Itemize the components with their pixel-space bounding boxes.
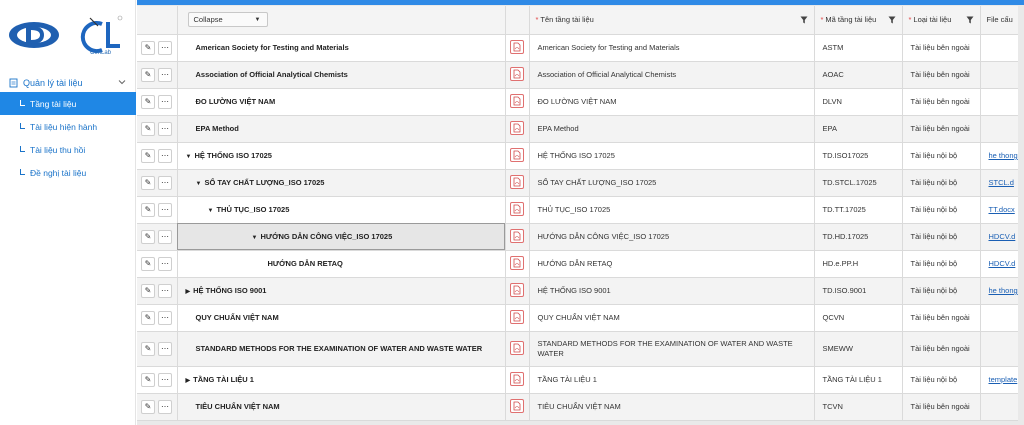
chevron-down-icon (118, 78, 126, 86)
tree-node-cell[interactable] (177, 115, 505, 142)
pdf-file-icon[interactable] (510, 229, 524, 243)
edit-icon[interactable]: ✎ (141, 342, 155, 356)
table-body (137, 34, 1024, 420)
tree-node-label: ĐO LƯỜNG VIỆT NAM (195, 97, 276, 106)
vertical-scrollbar[interactable] (1018, 6, 1024, 425)
edit-icon[interactable]: ✎ (141, 149, 155, 163)
more-icon[interactable]: ⋯ (158, 41, 172, 55)
cell-ma-tang: ASTM (814, 34, 902, 61)
pdf-file-icon[interactable] (510, 283, 524, 297)
table-row[interactable] (137, 196, 1024, 223)
more-icon[interactable]: ⋯ (158, 373, 172, 387)
table-row[interactable] (137, 88, 1024, 115)
cell-file-link[interactable]: STCL.d (980, 169, 1024, 196)
tree-branch-icon (20, 146, 25, 152)
pdf-file-icon[interactable] (510, 67, 524, 81)
pdf-file-icon[interactable] (510, 399, 524, 413)
tree-node-cell[interactable] (177, 169, 505, 196)
company-logo (8, 20, 60, 50)
edit-icon[interactable]: ✎ (141, 373, 155, 387)
more-icon[interactable]: ⋯ (158, 149, 172, 163)
pdf-file-icon[interactable] (510, 94, 524, 108)
more-icon[interactable]: ⋯ (158, 122, 172, 136)
cell-loai-tai-lieu: Tài liệu nội bộ (902, 277, 980, 304)
cell-ten-tang: THỦ TỤC_ISO 17025 (529, 196, 814, 223)
cell-ma-tang: TD.TT.17025 (814, 196, 902, 223)
expand-down-icon[interactable]: ▼ (185, 154, 192, 160)
tree-node-cell[interactable] (177, 393, 505, 420)
row-actions (137, 142, 177, 169)
pdf-cell (505, 277, 529, 304)
cell-ten-tang: STANDARD METHODS FOR THE EXAMINATION OF WATER AND WASTE WATER (529, 331, 814, 366)
actions-header (137, 6, 177, 34)
table-row[interactable] (137, 304, 1024, 331)
expand-right-icon[interactable]: ▶ (185, 289, 191, 295)
cell-ten-tang: TIÊU CHUẨN VIỆT NAM (529, 393, 814, 420)
cell-loai-tai-lieu: Tài liệu nội bộ (902, 169, 980, 196)
tree-node-cell[interactable] (177, 366, 505, 393)
expand-down-icon[interactable]: ▼ (195, 181, 202, 187)
tree-node-label: TIÊU CHUẨN VIỆT NAM (195, 402, 280, 411)
cell-ma-tang: EPA (814, 115, 902, 142)
cell-ten-tang: TẦNG TÀI LIỆU 1 (529, 366, 814, 393)
cell-loai-tai-lieu: Tài liệu nội bộ (902, 142, 980, 169)
tree-node-cell[interactable] (177, 223, 505, 250)
tree-node-label: QUY CHUẨN VIỆT NAM (195, 313, 279, 322)
table-row[interactable] (137, 331, 1024, 366)
cell-ten-tang: HƯỚNG DẪN CÔNG VIỆC_ISO 17025 (529, 223, 814, 250)
row-actions (137, 196, 177, 223)
cell-ten-tang: HỆ THỐNG ISO 17025 (529, 142, 814, 169)
column-header-loai[interactable] (902, 6, 980, 34)
tree-node-cell[interactable] (177, 196, 505, 223)
collapse-dropdown-value: Collapse (193, 15, 223, 25)
column-header-ten-label: Tên tầng tài liệu (540, 15, 594, 25)
logo-text: CenLab (90, 50, 112, 56)
cell-ten-tang: ĐO LƯỜNG VIỆT NAM (529, 88, 814, 115)
logo-area (0, 0, 135, 64)
table-row[interactable] (137, 277, 1024, 304)
tree-node-cell[interactable] (177, 277, 505, 304)
top-accent-bar (137, 0, 1024, 5)
cell-loai-tai-lieu: Tài liệu bên ngoài (902, 34, 980, 61)
edit-icon[interactable]: ✎ (141, 311, 155, 325)
tree-node-cell[interactable] (177, 304, 505, 331)
cell-ma-tang: TD.STCL.17025 (814, 169, 902, 196)
pdf-cell (505, 34, 529, 61)
sidebar-item-tai-lieu-thu-hoi[interactable] (0, 138, 136, 161)
sidebar-item-de-nghi-tai-lieu[interactable] (0, 161, 136, 184)
edit-icon[interactable]: ✎ (141, 176, 155, 190)
row-actions (137, 393, 177, 420)
table-row[interactable] (137, 142, 1024, 169)
sidebar-item-label: Tài liệu hiện hành (30, 121, 98, 132)
row-actions (137, 331, 177, 366)
pdf-file-icon[interactable] (510, 372, 524, 386)
sidebar-item-label: Tài liệu thu hồi (30, 144, 86, 155)
tree-branch-icon (20, 100, 25, 106)
pdf-cell (505, 223, 529, 250)
edit-icon[interactable]: ✎ (141, 230, 155, 244)
cell-ma-tang: DLVN (814, 88, 902, 115)
cell-ma-tang: QCVN (814, 304, 902, 331)
cell-loai-tai-lieu: Tài liệu nội bộ (902, 223, 980, 250)
main-content (137, 0, 1024, 425)
tree-node-cell[interactable] (177, 34, 505, 61)
tree-node-cell[interactable] (177, 250, 505, 277)
column-header-ma-label: Mã tầng tài liệu (825, 15, 877, 25)
collapse-dropdown[interactable] (188, 12, 268, 27)
cell-file-link[interactable]: he thong (980, 142, 1024, 169)
table-row[interactable] (137, 61, 1024, 88)
pdf-cell (505, 366, 529, 393)
cell-file-link[interactable]: HDCV.d (980, 250, 1024, 277)
cell-loai-tai-lieu: Tài liệu bên ngoài (902, 331, 980, 366)
required-marker: * (535, 15, 539, 25)
pdf-header (505, 6, 529, 34)
edit-icon[interactable]: ✎ (141, 41, 155, 55)
edit-icon[interactable]: ✎ (141, 284, 155, 298)
pdf-cell (505, 393, 529, 420)
column-header-file-label: File cấu (986, 15, 1013, 25)
row-actions (137, 250, 177, 277)
cell-ma-tang: TD.ISO.9001 (814, 277, 902, 304)
expand-down-icon[interactable]: ▼ (207, 208, 214, 214)
more-icon[interactable]: ⋯ (158, 311, 172, 325)
tree-node-label: EPA Method (195, 124, 239, 133)
cell-loai-tai-lieu: Tài liệu nội bộ (902, 366, 980, 393)
pdf-cell (505, 169, 529, 196)
edit-icon[interactable]: ✎ (141, 203, 155, 217)
more-icon[interactable]: ⋯ (158, 230, 172, 244)
more-icon[interactable]: ⋯ (158, 95, 172, 109)
more-icon[interactable]: ⋯ (158, 68, 172, 82)
more-icon[interactable]: ⋯ (158, 203, 172, 217)
sidebar (0, 0, 136, 425)
column-header-ma[interactable] (814, 6, 902, 34)
sidebar-item-tai-lieu-hien-hanh[interactable] (0, 115, 136, 138)
cell-ten-tang: American Society for Testing and Materials (529, 34, 814, 61)
edit-icon[interactable]: ✎ (141, 95, 155, 109)
row-actions (137, 88, 177, 115)
pdf-file-icon[interactable] (510, 40, 524, 54)
cell-ten-tang: QUY CHUẨN VIỆT NAM (529, 304, 814, 331)
column-header-ten[interactable] (529, 6, 814, 34)
document-tree-table (137, 6, 1024, 421)
edit-icon[interactable]: ✎ (141, 257, 155, 271)
tree-node-label: HƯỚNG DẪN CÔNG VIỆC_ISO 17025 (260, 232, 393, 241)
cell-ma-tang: HD.e.PP.H (814, 250, 902, 277)
cell-file-link[interactable]: template (980, 366, 1024, 393)
pdf-file-icon[interactable] (510, 202, 524, 216)
cell-file-link[interactable]: TT.docx (980, 196, 1024, 223)
table-row[interactable] (137, 250, 1024, 277)
filter-icon[interactable] (800, 16, 808, 24)
cell-ten-tang: Association of Official Analytical Chemists (529, 61, 814, 88)
cell-ten-tang: HƯỚNG DẪN RETAQ (529, 250, 814, 277)
tree-node-label: THỦ TỤC_ISO 17025 (216, 205, 290, 214)
sidebar-item-tang-tai-lieu[interactable] (0, 92, 136, 115)
tree-branch-icon (20, 169, 25, 175)
cell-ma-tang: SMEWW (814, 331, 902, 366)
more-icon[interactable]: ⋯ (158, 257, 172, 271)
nav-group-document-management (0, 74, 136, 184)
pdf-cell (505, 142, 529, 169)
caret-down-icon: ▼ (254, 17, 261, 24)
document-icon (9, 78, 19, 88)
more-icon[interactable]: ⋯ (158, 342, 172, 356)
nav-group-label: Quản lý tài liệu (23, 78, 83, 88)
tree-node-label: American Society for Testing and Materials (195, 43, 349, 52)
pdf-file-icon[interactable] (510, 121, 524, 135)
more-icon[interactable]: ⋯ (158, 284, 172, 298)
column-header-loai-label: Loại tài liệu (913, 15, 952, 25)
cell-loai-tai-lieu: Tài liệu bên ngoài (902, 88, 980, 115)
pdf-cell (505, 250, 529, 277)
sidebar-item-label: Tầng tài liệu (30, 98, 77, 109)
cell-loai-tai-lieu: Tài liệu bên ngoài (902, 393, 980, 420)
row-actions (137, 115, 177, 142)
row-actions (137, 304, 177, 331)
tree-node-cell[interactable] (177, 331, 505, 366)
sidebar-item-label: Đề nghị tài liệu (30, 167, 87, 178)
expand-right-icon[interactable]: ▶ (185, 378, 191, 384)
row-actions (137, 277, 177, 304)
cell-loai-tai-lieu: Tài liệu nội bộ (902, 196, 980, 223)
pdf-cell (505, 196, 529, 223)
expand-down-icon[interactable]: ▼ (251, 235, 258, 241)
row-actions (137, 61, 177, 88)
pdf-cell (505, 88, 529, 115)
tree-node-label: HƯỚNG DẪN RETAQ (267, 259, 343, 268)
required-marker: * (820, 15, 824, 25)
cell-ma-tang: TD.ISO17025 (814, 142, 902, 169)
tree-branch-icon (20, 123, 25, 129)
pdf-file-icon[interactable] (510, 310, 524, 324)
cell-ten-tang: EPA Method (529, 115, 814, 142)
tree-node-label: STANDARD METHODS FOR THE EXAMINATION OF WATER AND WASTE WATER (195, 344, 483, 353)
table-row[interactable] (137, 223, 1024, 250)
edit-icon[interactable]: ✎ (141, 400, 155, 414)
pdf-cell (505, 115, 529, 142)
pdf-file-icon[interactable] (510, 341, 524, 355)
pdf-cell (505, 331, 529, 366)
row-actions (137, 223, 177, 250)
tree-node-label: TẦNG TÀI LIỆU 1 (193, 375, 254, 384)
row-actions (137, 169, 177, 196)
tree-node-cell[interactable] (177, 88, 505, 115)
edit-icon[interactable]: ✎ (141, 122, 155, 136)
cell-ten-tang: SỔ TAY CHẤT LƯỢNG_ISO 17025 (529, 169, 814, 196)
tree-node-label: HỆ THỐNG ISO 17025 (194, 151, 272, 160)
cell-loai-tai-lieu: Tài liệu nội bộ (902, 250, 980, 277)
collapse-header (177, 6, 505, 34)
pdf-file-icon[interactable] (510, 175, 524, 189)
cell-file-link[interactable]: he thong (980, 277, 1024, 304)
tree-node-cell[interactable] (177, 61, 505, 88)
table-row[interactable] (137, 169, 1024, 196)
pdf-cell (505, 304, 529, 331)
table-row[interactable] (137, 393, 1024, 420)
cell-ma-tang: TD.HD.17025 (814, 223, 902, 250)
pdf-file-icon[interactable] (510, 256, 524, 270)
cell-ma-tang: TCVN (814, 393, 902, 420)
cell-ma-tang: TẦNG TÀI LIỆU 1 (814, 366, 902, 393)
filter-icon[interactable] (966, 16, 974, 24)
tree-node-label: Association of Official Analytical Chemists (195, 70, 348, 79)
table-row[interactable] (137, 34, 1024, 61)
edit-icon[interactable]: ✎ (141, 68, 155, 82)
tree-node-label: SỔ TAY CHẤT LƯỢNG_ISO 17025 (204, 178, 325, 187)
more-icon[interactable]: ⋯ (158, 176, 172, 190)
nav-group-header[interactable] (0, 74, 136, 92)
cell-loai-tai-lieu: Tài liệu bên ngoài (902, 115, 980, 142)
cell-file-link[interactable]: HDCV.d (980, 223, 1024, 250)
filter-icon[interactable] (888, 16, 896, 24)
row-actions (137, 366, 177, 393)
table-row[interactable] (137, 115, 1024, 142)
cell-ma-tang: AOAC (814, 61, 902, 88)
pdf-cell (505, 61, 529, 88)
cell-loai-tai-lieu: Tài liệu bên ngoài (902, 304, 980, 331)
more-icon[interactable]: ⋯ (158, 400, 172, 414)
required-marker: * (908, 15, 912, 25)
row-actions (137, 34, 177, 61)
cell-loai-tai-lieu: Tài liệu bên ngoài (902, 61, 980, 88)
pdf-file-icon[interactable] (510, 148, 524, 162)
tree-node-cell[interactable] (177, 142, 505, 169)
table-row[interactable] (137, 366, 1024, 393)
cell-ten-tang: HỆ THỐNG ISO 9001 (529, 277, 814, 304)
tree-node-label: HỆ THỐNG ISO 9001 (193, 286, 267, 295)
